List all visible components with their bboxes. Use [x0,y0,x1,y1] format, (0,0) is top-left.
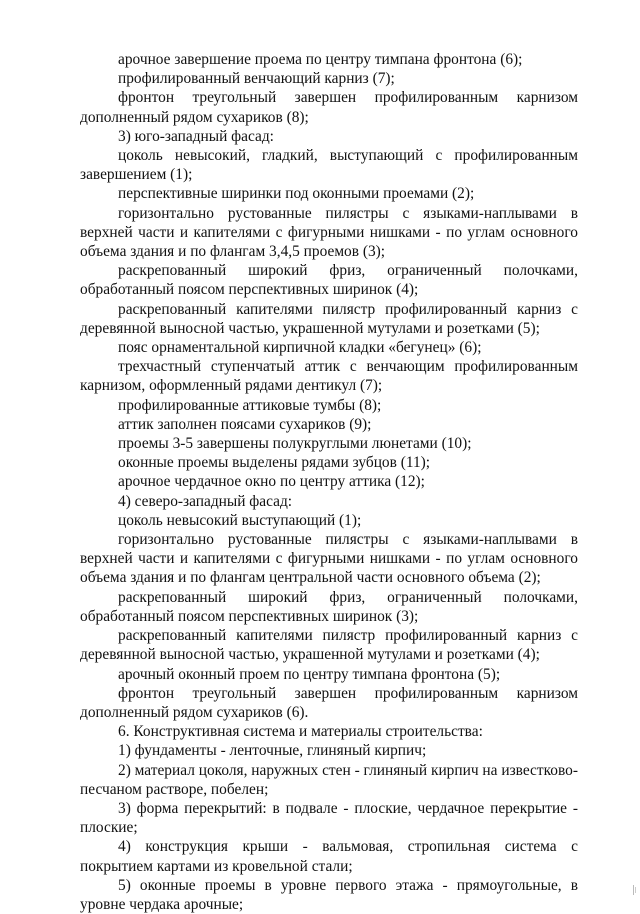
paragraph: раскрепованный капителями пилястр профилированный карниз с деревянной выносной частью, украшенной мутулами и розетками (4); [80,627,578,664]
paragraph: фронтон треугольный завершен профилированным карнизом дополненный рядом сухариков (8); [80,89,578,126]
paragraph: раскрепованный широкий фриз, ограниченный полочками, обработанный поясом перспективных ширинок (4); [80,262,578,299]
paragraph: пояс орнаментальной кирпичной кладки «бегунец» (6); [118,339,482,357]
paragraph: перспективные ширинки под оконными проемами (2); [118,185,475,203]
paragraph: цоколь невысокий выступающий (1); [118,511,362,529]
paragraph: профилированный венчающий карниз (7); [118,70,395,88]
scan-artifact-icon [632,884,638,896]
paragraph: аттик заполнен поясами сухариков (9); [118,415,372,433]
scan-edge-mark [632,884,638,896]
paragraph: горизонтально рустованные пилястры с языками-наплывами в верхней части и капителями с фигурными нишками - по углам основного объема здания и по флангам центральной части основного объема (2); [80,531,578,587]
paragraph: фронтон треугольный завершен профилированным карнизом дополненный рядом сухариков (6). [80,684,578,721]
paragraph: трехчастный ступенчатый аттик с венчающим профилированным карнизом, оформленный рядами дентикул (7); [80,358,578,395]
paragraph: проемы 3-5 завершены полукруглыми люнетами (10); [118,435,472,453]
section-heading: 3) юго-западный фасад: [118,127,274,145]
paragraph: арочный оконный проем по центру тимпана фронтона (5); [118,665,501,683]
paragraph: 1) фундаменты - ленточные, глиняный кирпич; [118,742,427,760]
paragraph: арочное завершение проема по центру тимпана фронтона (6); [118,51,523,68]
paragraph: 5) оконные проемы в уровне первого этажа - прямоугольные, в уровне чердака арочные; [80,876,578,913]
paragraph: цоколь невысокий, гладкий, выступающий с профилированным завершением (1); [80,147,578,184]
paragraph: 3) форма перекрытий: в подвале - плоские, чердачное перекрытие - плоские; [80,799,578,837]
paragraph: 2) материал цоколя, наружных стен - глиняный кирпич на известково-песчаном растворе, побелен; [80,761,578,798]
paragraph: арочное чердачное окно по центру аттика (12); [118,473,425,491]
paragraph: оконные проемы выделены рядами зубцов (11); [118,454,431,472]
paragraph: раскрепованный капителями пилястр профилированный карниз с деревянной выносной частью, украшенной мутулами и розетками (5); [80,300,578,337]
paragraph: раскрепованный широкий фриз, ограниченный полочками, обработанный поясом перспективных ширинок (3); [80,588,578,625]
document-page [80,50,578,914]
section-heading: 6. Конструктивная система и материалы строительства: [118,723,483,741]
section-heading: 4) северо-западный фасад: [118,492,293,510]
paragraph: горизонтально рустованные пилястры с языками-наплывами в верхней части и капителями с фигурными нишками - по углам основного объема здания и по флангам 3,4,5 проемов (3); [80,204,578,261]
paragraph: профилированные аттиковые тумбы (8); [118,396,382,414]
paragraph: 4) конструкция крыши - вальмовая, стропильная система с покрытием картами из кровельной стали; [80,838,578,875]
